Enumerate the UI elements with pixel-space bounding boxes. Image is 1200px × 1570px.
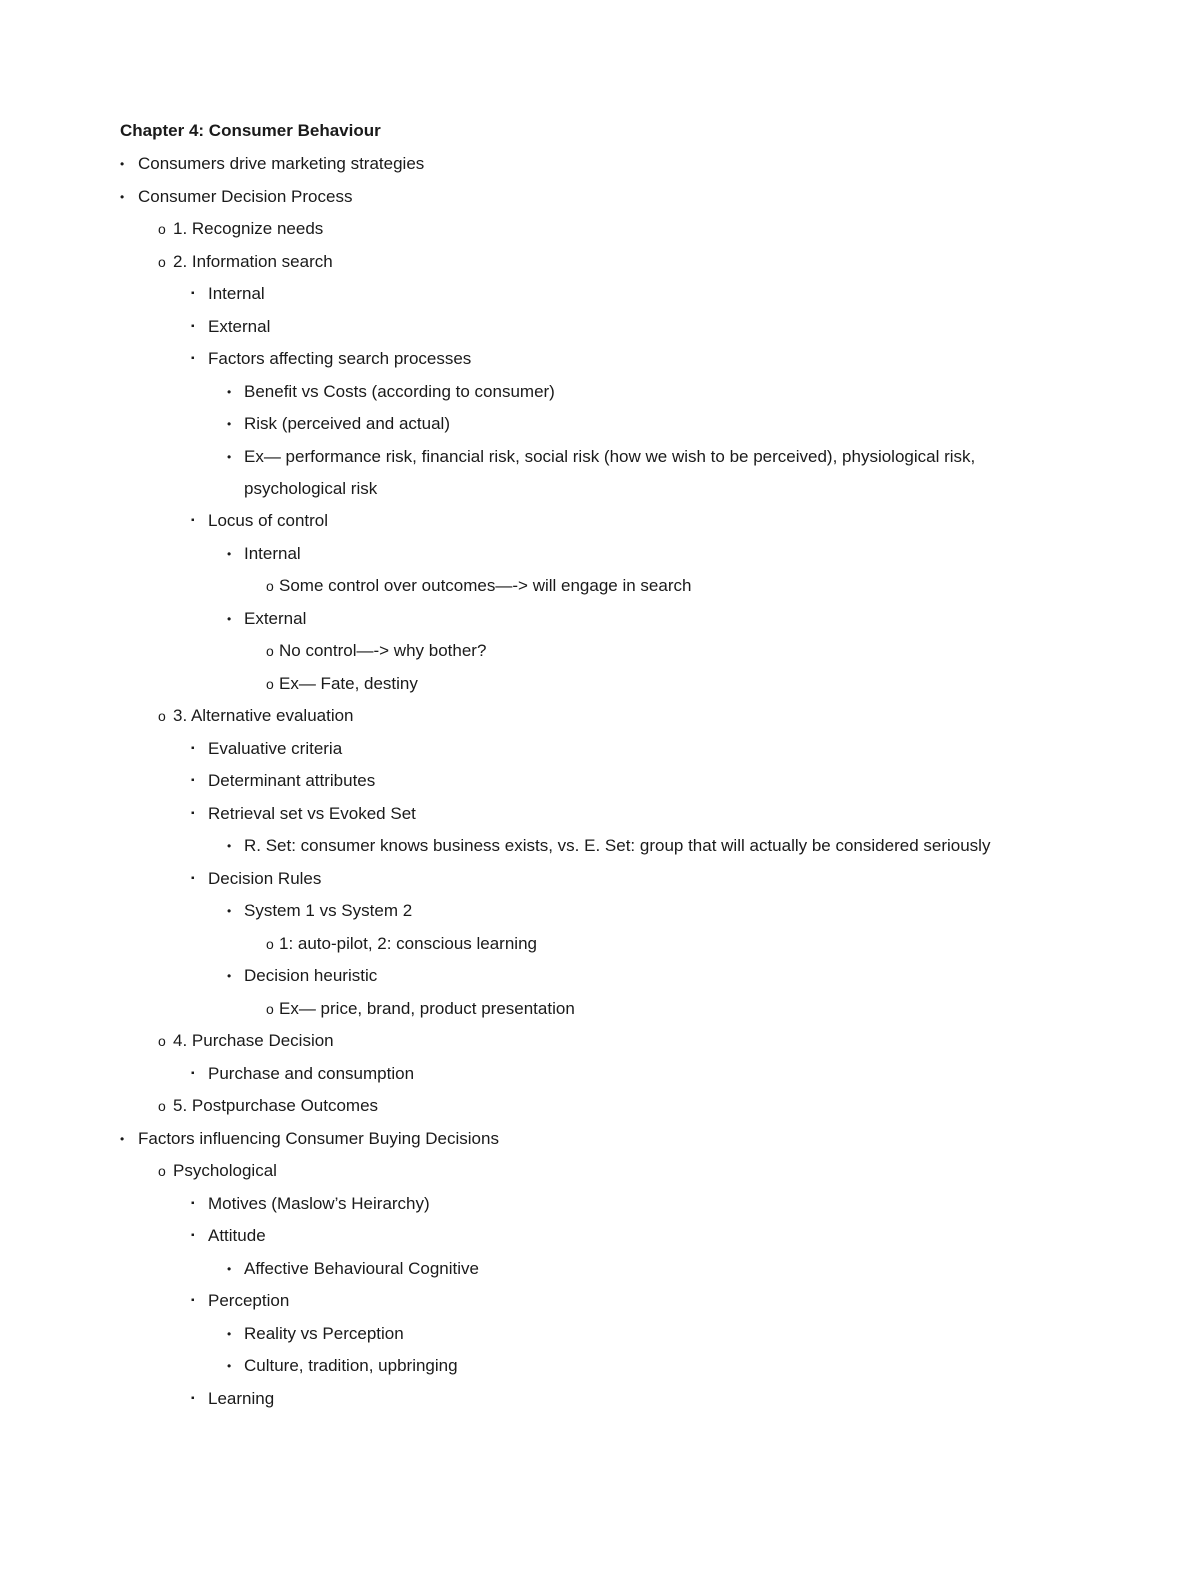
outline-item-text: Attitude [208,1226,266,1245]
outline-item-text: Affective Behavioural Cognitive [244,1258,479,1278]
outline-item-text: Ex— price, brand, product presentation [279,998,575,1018]
outline-item-text: Factors affecting search processes [208,349,472,368]
outline-item-level-3 [0,315,1200,348]
outline-item-text: Benefit vs Costs (according to consumer) [244,381,555,401]
small-bullet-icon: ▪ [191,1392,195,1404]
outline-item-level-4 [0,607,1200,640]
outline-item-text: 2. Information search [173,251,333,271]
outline-item-level-2 [0,1094,1200,1127]
outline-item-text: External [208,316,271,336]
outline-item-level-3 [0,347,1200,380]
circle-bullet-icon: o [266,675,274,692]
outline-item-text: Decision Rules [208,868,322,888]
outline-item-level-2 [0,1159,1200,1192]
outline-item-level-2 [0,1029,1200,1062]
outline-item-text: 5. Postpurchase Outcomes [173,1096,379,1115]
outline-item-text: Some control over outcomes—-> will engage in search [279,576,692,595]
outline-item-level-3 [0,802,1200,835]
outline-item-text: R. Set: consumer knows business exists, vs. E. Set: group that will actually be considered seriously [244,836,991,855]
outline-item-text: Internal [208,284,265,303]
outline-item-level-1 [0,185,1200,218]
outline-item-level-5 [0,997,1200,1030]
outline-item-text: Determinant attributes [208,771,376,790]
small-bullet-icon: ▪ [191,320,195,332]
bullet-icon: • [227,546,232,561]
outline-item-text: 3. Alternative evaluation [173,706,354,725]
circle-bullet-icon: o [266,935,274,952]
small-bullet-icon: ▪ [191,742,195,754]
outline-item-text: Evaluative criteria [208,738,343,758]
outline-item-level-4 [0,964,1200,997]
outline-item-level-2 [0,704,1200,737]
outline-item-level-2 [0,217,1200,250]
outline-item-text: Perception [208,1291,290,1310]
outline-list [0,152,1200,1419]
small-bullet-icon: ▪ [191,807,195,819]
outline-item-level-4 [0,380,1200,413]
outline-item-text: Culture, tradition, upbringing [244,1356,458,1375]
outline-item-level-3 [0,1387,1200,1420]
circle-bullet-icon: o [266,578,274,594]
outline-item-text: Consumer Decision Process [138,186,353,206]
outline-item-level-3 [0,1062,1200,1095]
small-bullet-icon: ▪ [191,775,195,786]
outline-item-level-3 [0,1289,1200,1322]
outline-item-text: Factors influencing Consumer Buying Decisions [138,1128,499,1148]
circle-bullet-icon: o [158,1033,166,1049]
small-bullet-icon: ▪ [191,1295,195,1306]
outline-item-text: Ex— performance risk, financial risk, social risk (how we wish to be perceived), physiological risk, psychological risk [244,446,976,498]
outline-item-level-1 [0,1127,1200,1160]
small-bullet-icon: ▪ [191,1067,195,1079]
outline-item-level-3 [0,1224,1200,1257]
outline-item-text: Internal [244,543,301,563]
outline-item-level-4 [0,542,1200,575]
outline-item-level-4 [0,1322,1200,1355]
outline-item-level-3 [0,1192,1200,1225]
small-bullet-icon: ▪ [191,353,195,364]
outline-item-text: Reality vs Perception [244,1323,404,1343]
outline-item-level-5 [0,639,1200,672]
bullet-icon: • [227,417,232,431]
outline-item-level-4 [0,445,1200,510]
outline-item-text: System 1 vs System 2 [244,901,413,920]
outline-item-level-2 [0,250,1200,283]
bullet-icon: • [227,969,232,983]
bullet-icon: • [227,384,232,399]
outline-item-text: No control—-> why bother? [279,641,487,660]
outline-item-text: Locus of control [208,511,329,530]
bullet-icon: • [227,1326,232,1341]
bullet-icon: • [227,839,232,853]
small-bullet-icon: ▪ [191,1230,195,1241]
circle-bullet-icon: o [158,253,166,270]
small-bullet-icon: ▪ [191,515,195,526]
outline-item-text: Learning [208,1388,275,1408]
circle-bullet-icon: o [158,1163,166,1179]
bullet-icon: • [227,1261,232,1276]
outline-item-level-4 [0,899,1200,932]
outline-item-text: 1: auto-pilot, 2: conscious learning [279,933,537,953]
small-bullet-icon: ▪ [191,288,195,299]
circle-bullet-icon: o [158,221,166,237]
outline-item-text: Purchase and consumption [208,1063,415,1083]
outline-item-text: Risk (perceived and actual) [244,414,450,433]
outline-item-level-3 [0,867,1200,900]
bullet-icon: • [227,904,232,918]
outline-item-level-3 [0,769,1200,802]
outline-item-level-4 [0,1354,1200,1387]
page-title: Chapter 4: Consumer Behaviour [120,121,381,140]
bullet-icon: • [120,157,125,171]
outline-item-level-1 [0,152,1200,185]
circle-bullet-icon: o [266,1000,274,1017]
bullet-icon: • [227,1359,232,1373]
small-bullet-icon: ▪ [191,1197,195,1209]
outline-item-text: Psychological [173,1161,277,1180]
outline-item-text: Decision heuristic [244,966,378,985]
outline-item-text: Motives (Maslow’s Heirarchy) [208,1193,430,1213]
outline-item-level-5 [0,672,1200,705]
circle-bullet-icon: o [266,643,274,659]
outline-item-level-3 [0,282,1200,315]
outline-item-text: External [244,608,307,628]
outline-item-level-5 [0,574,1200,607]
outline-item-text: 4. Purchase Decision [173,1031,334,1050]
outline-item-text: 1. Recognize needs [173,219,324,238]
outline-item-level-4 [0,1257,1200,1290]
circle-bullet-icon: o [158,1098,166,1114]
outline-item-text: Consumers drive marketing strategies [138,154,425,173]
outline-item-level-4 [0,834,1200,867]
outline-item-level-3 [0,509,1200,542]
circle-bullet-icon: o [158,708,166,724]
outline-item-text: Retrieval set vs Evoked Set [208,803,416,823]
small-bullet-icon: ▪ [191,872,195,884]
bullet-icon: • [227,449,232,464]
bullet-icon: • [120,1131,125,1146]
bullet-icon: • [120,189,125,204]
outline-item-level-5 [0,932,1200,965]
outline-item-text: Ex— Fate, destiny [279,673,418,693]
bullet-icon: • [227,611,232,626]
outline-item-level-3 [0,737,1200,770]
